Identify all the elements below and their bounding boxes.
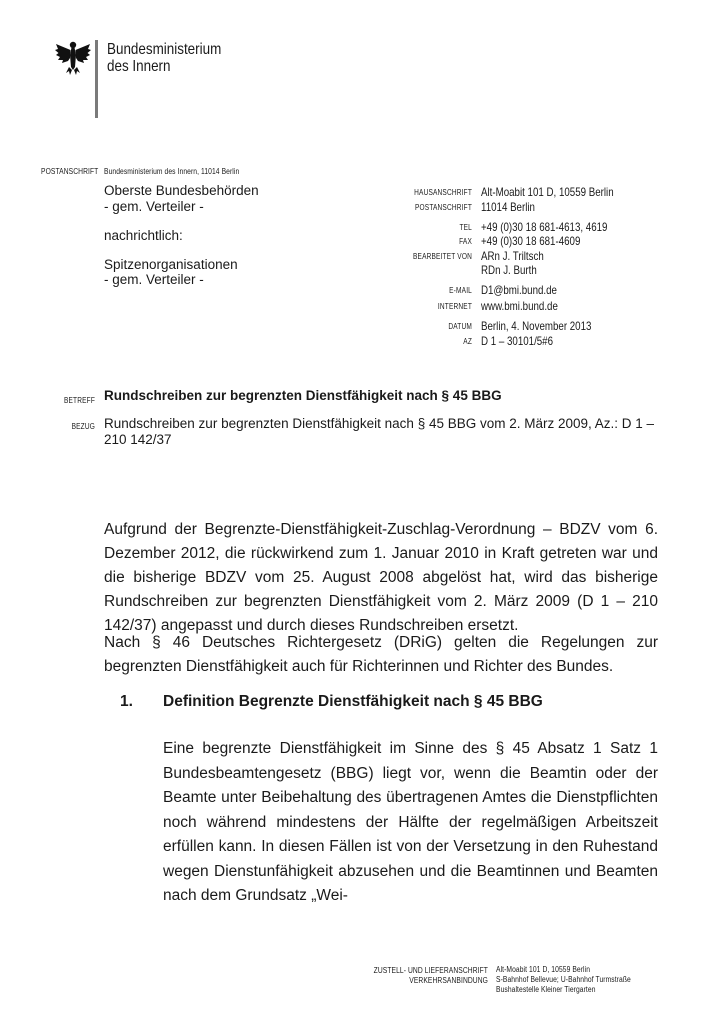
ministry-name-line2: des Innern: [107, 58, 171, 75]
bezug-line1: Rundschreiben zur begrenzten Dienstfähigkeit nach § 45 BBG vom 2. März 2009, Az.: D 1 –: [104, 416, 655, 431]
fax-value: +49 (0)30 18 681-4609: [481, 235, 581, 248]
recipient-line1: Oberste Bundesbehörden: [104, 183, 259, 198]
bezug-label: BEZUG: [71, 422, 95, 431]
recipient-line4: Spitzenorganisationen: [104, 257, 238, 272]
datum-label: DATUM: [448, 322, 472, 331]
betreff-label: BETREFF: [63, 396, 95, 405]
footer-verkehr-value2: Bushaltestelle Kleiner Tiergarten: [496, 985, 596, 994]
postanschrift-value: 11014 Berlin: [481, 201, 535, 214]
sender-line-value: Bundesministerium des Innern, 11014 Berlin: [104, 167, 240, 176]
section-1-title: Definition Begrenzte Dienstfähigkeit nach § 45 BBG: [163, 693, 543, 710]
paragraph-3: Eine begrenzte Dienstfähigkeit im Sinne des § 45 Absatz 1 Satz 1 Bundesbeamtengesetz (BBG) liegt vor, wenn die Beamtin oder der Beamte unter Beibehaltung des übertragenen Amtes die Dienstpflichten noch während mindestens der Hälfte der regelmäßigen Arbeitszeit erfüllen kann. In diesen Fällen ist von der Versetzung in den Ruhestand wegen Dienstunfähigkeit abzusehen und die Beamtinnen und Beamten nach dem Grundsatz „Wei-: [163, 740, 658, 904]
az-label: AZ: [463, 337, 472, 346]
bezug-line2: 210 142/37: [104, 432, 172, 447]
tel-label: TEL: [459, 223, 472, 232]
paragraph-2: Nach § 46 Deutsches Richtergesetz (DRiG) gelten die Regelungen zur begrenzten Dienstfähigkeit auch für Richterinnen und Richter des Bundes.: [104, 634, 658, 675]
betreff-text: Rundschreiben zur begrenzten Dienstfähigkeit nach § 45 BBG: [104, 388, 502, 403]
ministry-name-line1: Bundesministerium: [107, 41, 222, 58]
email-value[interactable]: D1@bmi.bund.de: [481, 284, 557, 297]
email-label: E-MAIL: [449, 286, 472, 295]
recipient-line3: nachrichtlich:: [104, 228, 183, 243]
paragraph-1: Aufgrund der Begrenzte-Dienstfähigkeit-Zuschlag-Verordnung – BDZV vom 6. Dezember 2012, die rückwirkend zum 1. Januar 2010 in Kraft getreten war und die bisherige BDZV vom 25. August 2008 abgelöst hat, wird das bisherige Rundschreiben zur begrenzten Dienstfähigkeit vom 2. März 2009 (D 1 – 210 142/37) angepasst und durch dieses Rundschreiben ersetzt.: [104, 521, 658, 634]
bearbeitet-value2: RDn J. Burth: [481, 264, 537, 277]
datum-value: Berlin, 4. November 2013: [481, 320, 592, 333]
federal-eagle-icon: [54, 40, 92, 76]
bearbeitet-label: BEARBEITET VON: [412, 252, 472, 261]
az-value: D 1 – 30101/5#6: [481, 335, 554, 348]
sender-line-label: POSTANSCHRIFT: [41, 167, 99, 176]
footer-zustell-value: Alt-Moabit 101 D, 10559 Berlin: [496, 965, 591, 974]
internet-value[interactable]: www.bmi.bund.de: [481, 300, 558, 313]
recipient-line2: - gem. Verteiler -: [104, 199, 204, 214]
hausanschrift-label: HAUSANSCHRIFT: [414, 188, 472, 197]
recipient-line5: - gem. Verteiler -: [104, 272, 204, 287]
fax-label: FAX: [459, 237, 472, 246]
footer-zustell-label: ZUSTELL- UND LIEFERANSCHRIFT: [373, 966, 488, 975]
footer-verkehr-label: VERKEHRSANBINDUNG: [409, 976, 488, 985]
postanschrift-label: POSTANSCHRIFT: [414, 203, 472, 212]
bearbeitet-value1: ARn J. Triltsch: [481, 250, 544, 263]
hausanschrift-value: Alt-Moabit 101 D, 10559 Berlin: [481, 186, 614, 199]
letterhead-bar: [95, 40, 98, 118]
section-1-number: 1.: [120, 693, 133, 710]
internet-label: INTERNET: [437, 302, 472, 311]
footer-verkehr-value1: S-Bahnhof Bellevue; U-Bahnhof Turmstraße: [496, 975, 631, 984]
tel-value: +49 (0)30 18 681-4613, 4619: [481, 221, 608, 234]
